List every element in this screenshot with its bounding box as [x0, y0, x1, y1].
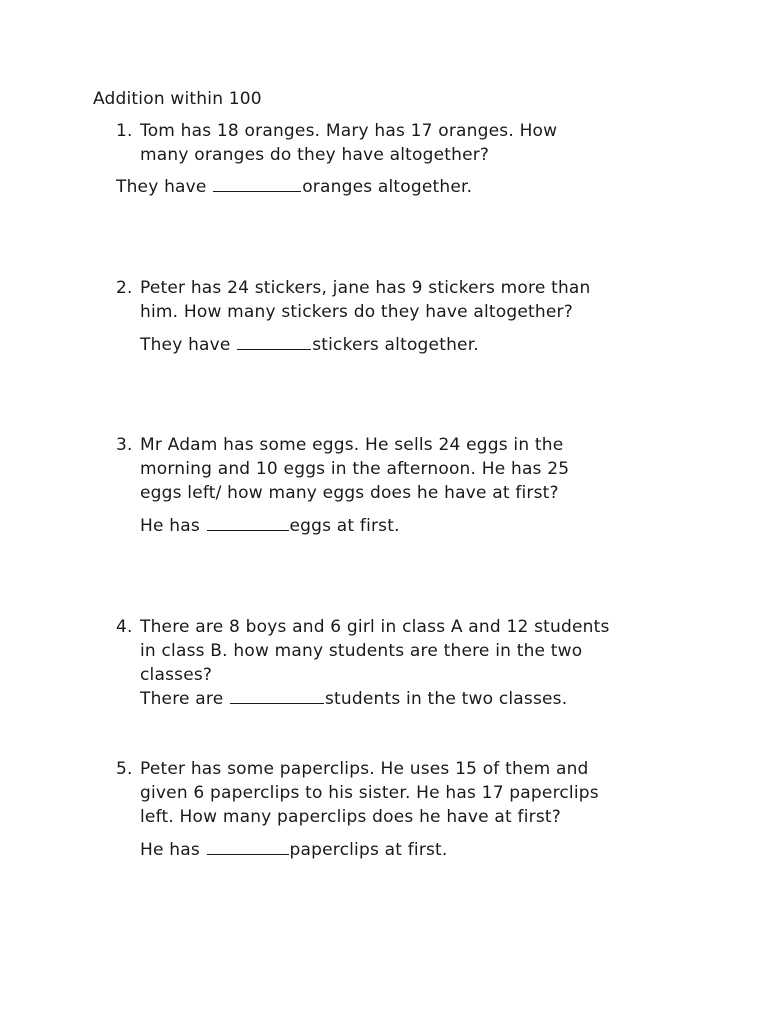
- question-5-answer: [116, 838, 716, 862]
- question-3-line-2: morning and 10 eggs in the afternoon. He has 25: [140, 459, 570, 479]
- question-1-answer-blank[interactable]: [213, 176, 301, 192]
- question-5-number: 5.: [116, 759, 133, 779]
- question-5: [116, 757, 716, 862]
- question-3: [116, 433, 716, 538]
- question-4-answer-prefix: There are: [140, 689, 229, 709]
- question-3-line-1: Mr Adam has some eggs. He sells 24 eggs in the: [140, 435, 564, 455]
- question-1-answer-prefix: They have: [116, 177, 213, 197]
- worksheet-title: Addition within 100: [93, 89, 262, 109]
- question-4-line-1: There are 8 boys and 6 girl in class A and 12 students: [140, 617, 610, 637]
- question-5-answer-suffix: paperclips at first.: [289, 840, 448, 860]
- question-4-number: 4.: [116, 617, 133, 637]
- question-2-text: [116, 276, 716, 324]
- question-4-line-3: classes?: [140, 665, 213, 685]
- question-2-answer-suffix: stickers altogether.: [312, 335, 479, 355]
- question-5-answer-blank[interactable]: [207, 839, 289, 855]
- question-5-line-2: given 6 paperclips to his sister. He has 17 paperclips: [140, 783, 599, 803]
- question-1-answer-suffix: oranges altogether.: [302, 177, 473, 197]
- question-4-answer: [116, 687, 716, 711]
- question-4-line-2: in class B. how many students are there in the two: [140, 641, 583, 661]
- question-5-line-3: left. How many paperclips does he have at first?: [140, 807, 561, 827]
- question-5-text: [116, 757, 716, 829]
- question-3-line-3: eggs left/ how many eggs does he have at first?: [140, 483, 559, 503]
- question-2: [116, 276, 716, 357]
- question-1-line-1: Tom has 18 oranges. Mary has 17 oranges. How: [140, 121, 558, 141]
- question-4-text: [116, 615, 716, 687]
- question-3-answer-blank[interactable]: [207, 515, 289, 531]
- question-2-answer-prefix: They have: [140, 335, 237, 355]
- question-1: [116, 119, 716, 199]
- question-4-answer-suffix: students in the two classes.: [325, 689, 568, 709]
- question-2-answer-blank[interactable]: [237, 334, 311, 350]
- question-5-answer-prefix: He has: [140, 840, 206, 860]
- question-4-answer-blank[interactable]: [230, 688, 324, 704]
- question-2-line-1: Peter has 24 stickers, jane has 9 stickers more than: [140, 278, 591, 298]
- question-2-line-2: him. How many stickers do they have altogether?: [140, 302, 573, 322]
- question-1-text: [116, 119, 716, 167]
- question-2-number: 2.: [116, 278, 133, 298]
- question-3-answer-prefix: He has: [140, 516, 206, 536]
- question-3-text: [116, 433, 716, 505]
- question-1-answer: [116, 175, 716, 199]
- question-5-line-1: Peter has some paperclips. He uses 15 of them and: [140, 759, 589, 779]
- question-4: [116, 615, 716, 711]
- question-3-number: 3.: [116, 435, 133, 455]
- question-3-answer: [116, 514, 716, 538]
- question-1-number: 1.: [116, 121, 133, 141]
- question-2-answer: [116, 333, 716, 357]
- question-3-answer-suffix: eggs at first.: [289, 516, 400, 536]
- question-1-line-2: many oranges do they have altogether?: [140, 145, 490, 165]
